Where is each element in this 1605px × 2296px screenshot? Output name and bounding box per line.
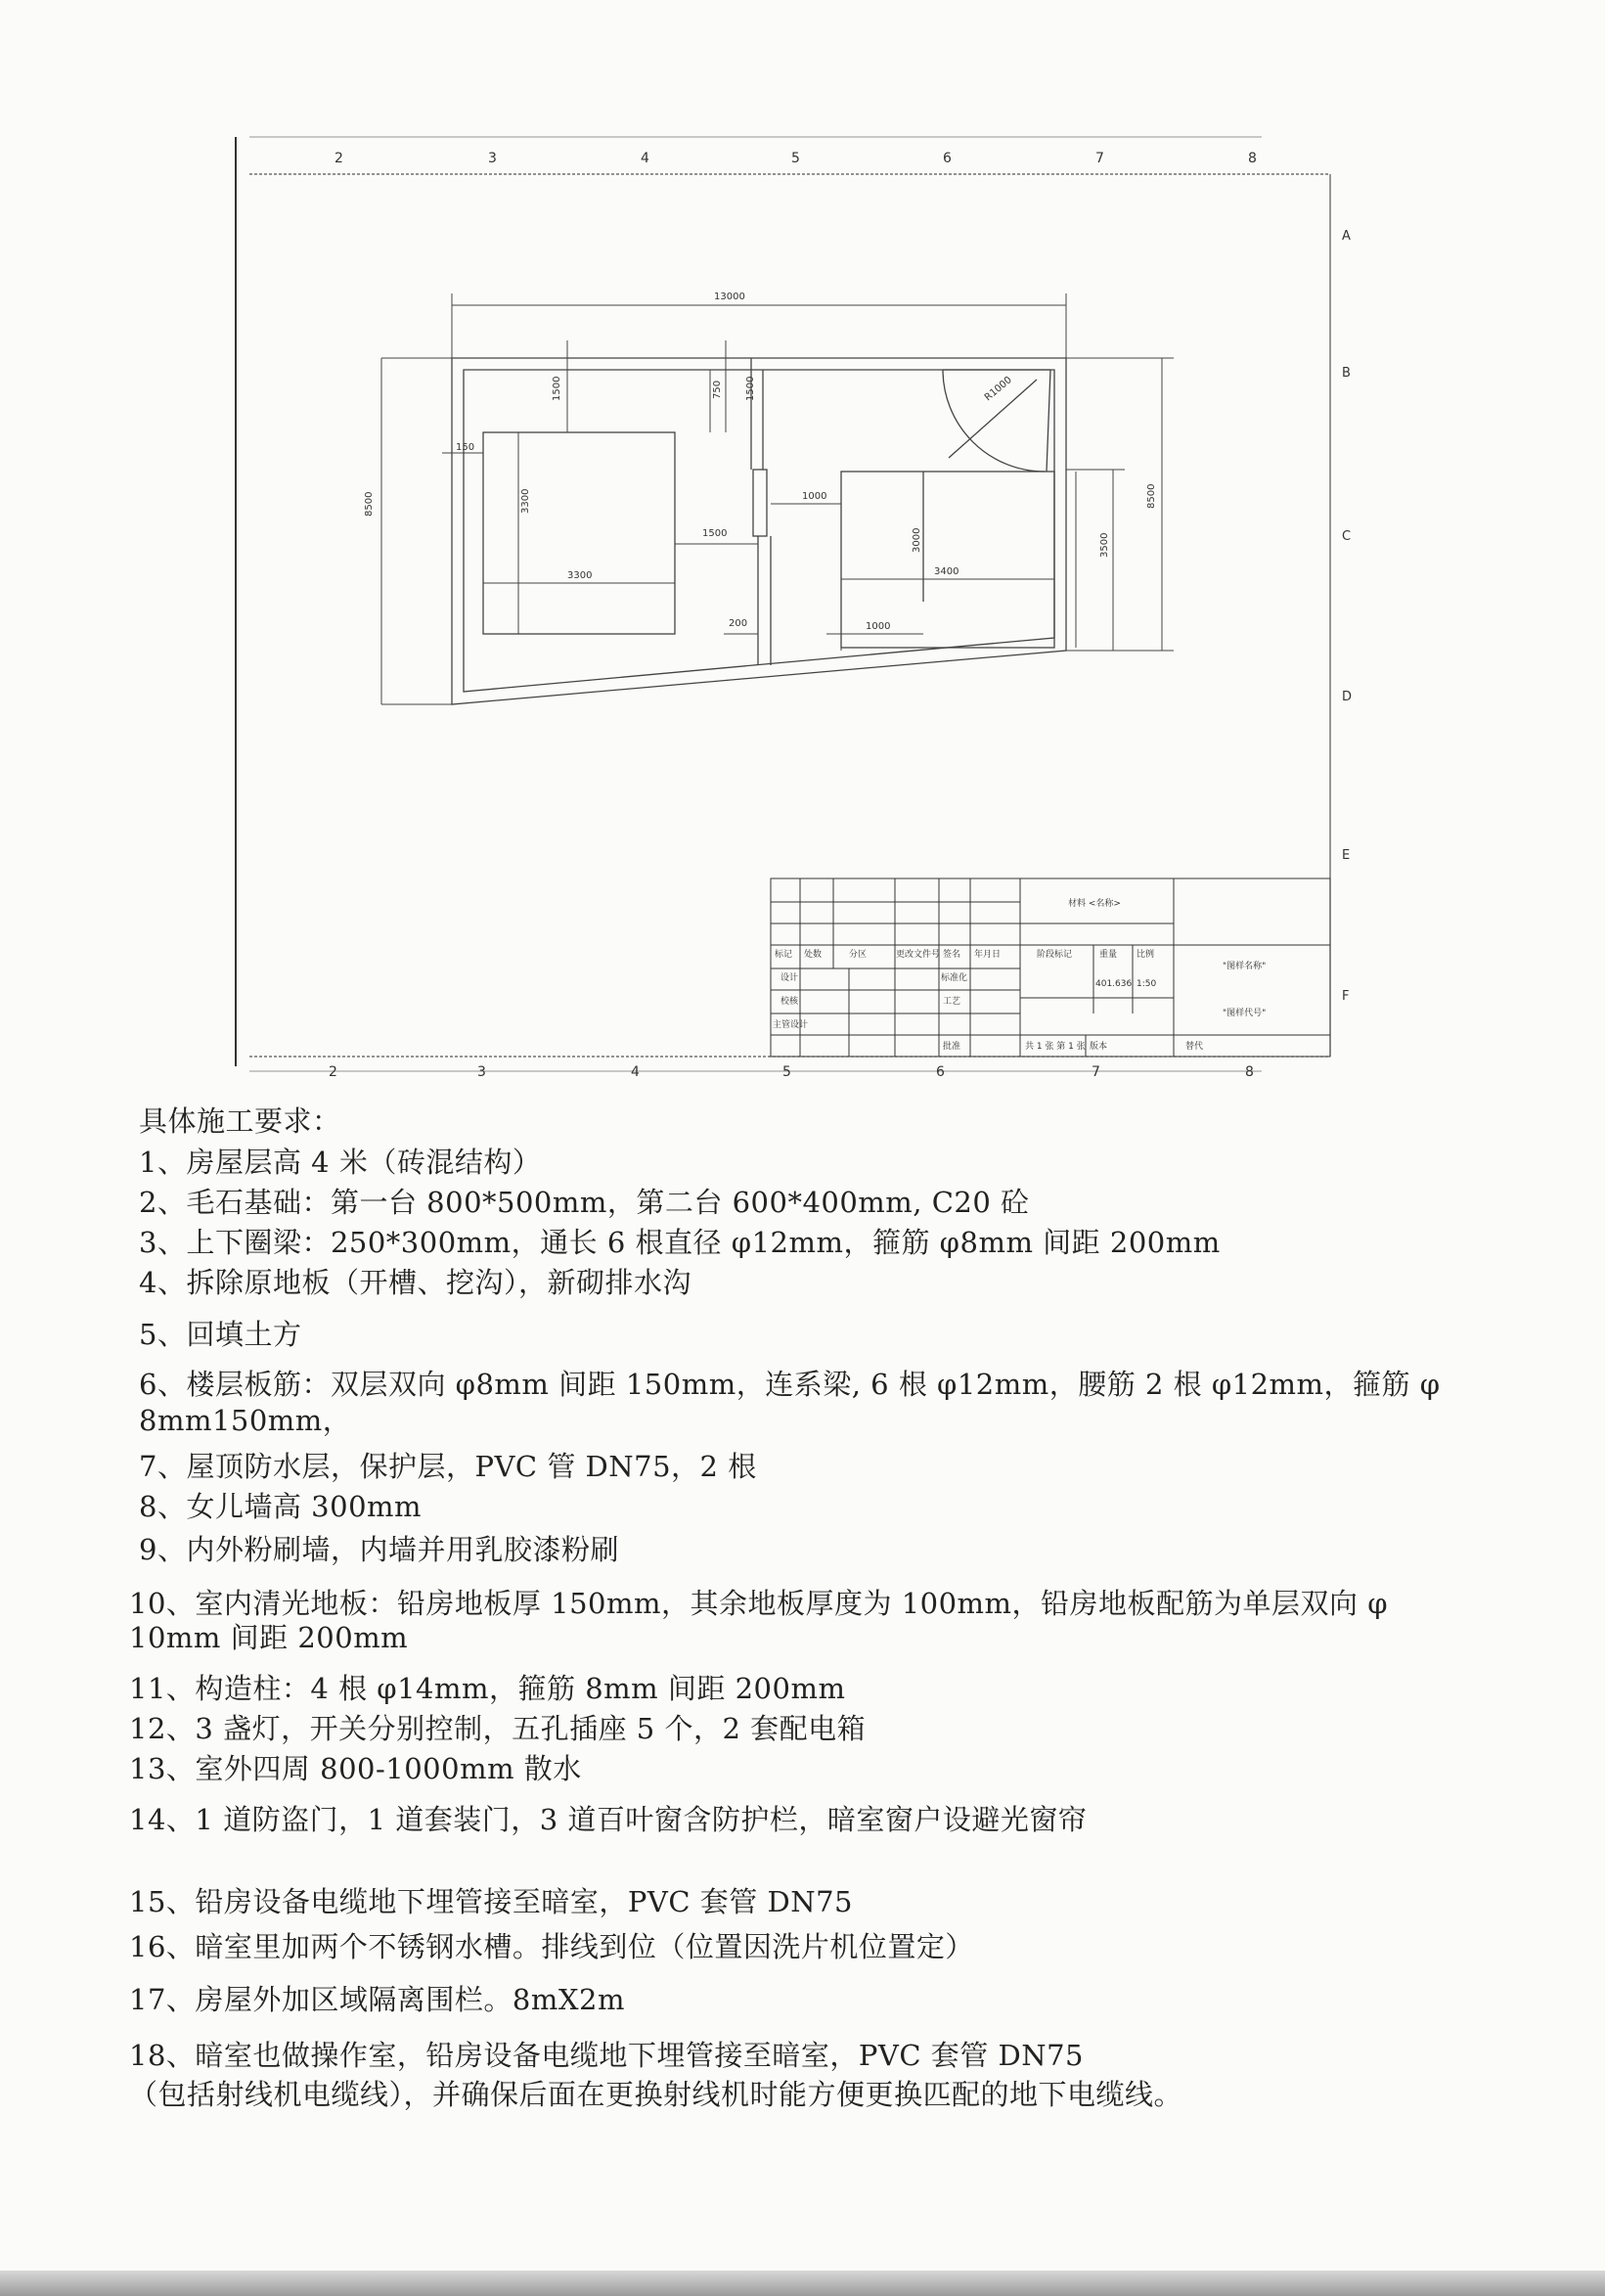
col-label-bottom: 8 bbox=[1245, 1064, 1254, 1080]
dim-label: 200 bbox=[729, 618, 748, 629]
tb-role: 标准化 bbox=[941, 973, 968, 983]
row-label: C bbox=[1342, 529, 1352, 544]
col-label-bottom: 2 bbox=[329, 1064, 337, 1080]
dim-label: 3300 bbox=[520, 488, 531, 514]
dim-label: 3400 bbox=[934, 566, 959, 577]
requirements-title: 具体施工要求： bbox=[139, 1104, 341, 1138]
requirement-item: 4、拆除原地板（开槽、挖沟），新砌排水沟 bbox=[139, 1266, 691, 1299]
dim-radius: R1000 bbox=[982, 375, 1014, 404]
requirement-item: 2、毛石基础：第一台 800*500mm，第二台 600*400mm, C20 砼 bbox=[139, 1186, 1030, 1219]
requirement-item-cont: 8mm150mm， bbox=[139, 1404, 352, 1437]
tb-drawing-code: "图样代号" bbox=[1223, 1009, 1267, 1018]
requirement-item: 12、3 盏灯，开关分别控制，五孔插座 5 个，2 套配电箱 bbox=[129, 1712, 867, 1745]
col-label-bottom: 4 bbox=[631, 1064, 640, 1080]
col-label-bottom: 5 bbox=[782, 1064, 791, 1080]
col-label-bottom: 7 bbox=[1092, 1064, 1100, 1080]
requirement-item: 13、室外四周 800-1000mm 散水 bbox=[129, 1752, 582, 1785]
dim-label: 1500 bbox=[702, 528, 728, 539]
dim-label: 1500 bbox=[745, 376, 756, 401]
tb-replace: 替代 bbox=[1185, 1042, 1204, 1052]
scan-bottom-edge bbox=[0, 2271, 1605, 2296]
tb-weight-label: 重量 bbox=[1099, 950, 1118, 960]
requirement-item-cont: （包括射线机电缆线），并确保后面在更换射线机时能方便更换匹配的地下电缆线。 bbox=[129, 2078, 1183, 2111]
tb-scale-label: 比例 bbox=[1137, 950, 1155, 960]
tb-header: 年月日 bbox=[974, 950, 1002, 960]
col-label-bottom: 3 bbox=[477, 1064, 486, 1080]
row-label: A bbox=[1342, 229, 1351, 244]
requirement-item-cont: 10mm 间距 200mm bbox=[129, 1621, 409, 1654]
tb-weight: 401.636 bbox=[1095, 979, 1133, 989]
tb-header: 分区 bbox=[849, 950, 868, 960]
dim-label: 1000 bbox=[802, 491, 827, 502]
row-label: D bbox=[1342, 690, 1353, 704]
dim-label: 1000 bbox=[866, 621, 891, 632]
tb-header: 标记 bbox=[775, 950, 793, 960]
requirement-item: 18、暗室也做操作室，铅房设备电缆地下埋管接至暗室，PVC 套管 DN75 bbox=[129, 2039, 1085, 2072]
dim-label: 3000 bbox=[912, 527, 922, 553]
tb-role: 主管设计 bbox=[773, 1020, 809, 1030]
requirement-item: 5、回填土方 bbox=[139, 1318, 302, 1351]
tb-drawing-name: "图样名称" bbox=[1223, 962, 1267, 971]
tb-stage: 阶段标记 bbox=[1037, 950, 1073, 960]
dim-label: 3300 bbox=[567, 570, 593, 581]
dim-label: 750 bbox=[712, 380, 723, 399]
building-outline bbox=[452, 358, 1066, 704]
dim-label: 1500 bbox=[552, 376, 562, 401]
requirement-item: 3、上下圈梁：250*300mm，通长 6 根直径 φ12mm，箍筋 φ8mm 间距 200mm bbox=[139, 1226, 1221, 1259]
col-label-top: 4 bbox=[641, 151, 649, 166]
col-label-top: 5 bbox=[791, 151, 800, 166]
requirement-item: 7、屋顶防水层，保护层，PVC 管 DN75，2 根 bbox=[139, 1450, 757, 1483]
col-label-top: 8 bbox=[1248, 151, 1257, 166]
requirement-item: 15、铅房设备电缆地下埋管接至暗室，PVC 套管 DN75 bbox=[129, 1885, 854, 1918]
tb-role: 设计 bbox=[780, 973, 799, 983]
tb-role: 校核 bbox=[780, 997, 799, 1007]
requirement-item: 6、楼层板筋：双层双向 φ8mm 间距 150mm，连系梁, 6 根 φ12mm，腰筋 2 根 φ12mm，箍筋 φ bbox=[139, 1368, 1441, 1401]
requirement-item: 17、房屋外加区域隔离围栏。8mX2m bbox=[129, 1983, 625, 2016]
row-label: B bbox=[1342, 366, 1351, 381]
tb-material: 材料 <名称> bbox=[1068, 899, 1121, 909]
dim-label: 3500 bbox=[1099, 532, 1110, 558]
tb-header: 更改文件号 bbox=[896, 950, 941, 960]
dim-label: 150 bbox=[456, 442, 475, 453]
col-label-top: 7 bbox=[1095, 151, 1104, 166]
col-label-top: 6 bbox=[943, 151, 952, 166]
col-label-bottom: 6 bbox=[936, 1064, 945, 1080]
tb-role: 批准 bbox=[943, 1042, 961, 1052]
tb-version: 版本 bbox=[1090, 1042, 1108, 1052]
requirement-item: 10、室内清光地板：铅房地板厚 150mm，其余地板厚度为 100mm，铅房地板配筋为单层双向 φ bbox=[129, 1587, 1389, 1620]
requirement-item: 9、内外粉刷墙，内墙并用乳胶漆粉刷 bbox=[139, 1533, 619, 1566]
row-label: E bbox=[1342, 848, 1351, 863]
dim-height-right: 8500 bbox=[1146, 483, 1157, 509]
tb-scale: 1:50 bbox=[1137, 979, 1157, 989]
tb-role: 工艺 bbox=[943, 997, 961, 1007]
requirement-item: 14、1 道防盗门，1 道套装门，3 道百叶窗含防护栏，暗室窗户设避光窗帘 bbox=[129, 1803, 1088, 1836]
row-label: F bbox=[1342, 989, 1350, 1004]
tb-header: 处数 bbox=[804, 950, 823, 960]
tb-header: 签名 bbox=[943, 950, 961, 960]
requirement-item: 11、构造柱：4 根 φ14mm，箍筋 8mm 间距 200mm bbox=[129, 1672, 846, 1705]
col-label-top: 3 bbox=[488, 151, 497, 166]
tb-sheet-info: 共 1 张 第 1 张 bbox=[1025, 1042, 1086, 1052]
requirement-item: 8、女儿墙高 300mm bbox=[139, 1490, 423, 1523]
dim-height-left: 8500 bbox=[364, 491, 375, 517]
floor-plan-drawing bbox=[0, 0, 1605, 1086]
requirement-item: 16、暗室里加两个不锈钢水槽。排线到位（位置因洗片机位置定） bbox=[129, 1930, 974, 1963]
col-label-top: 2 bbox=[334, 151, 343, 166]
requirement-item: 1、房屋层高 4 米（砖混结构） bbox=[139, 1146, 542, 1179]
drawing-frame bbox=[249, 137, 1330, 1071]
dim-total-length: 13000 bbox=[714, 292, 745, 302]
